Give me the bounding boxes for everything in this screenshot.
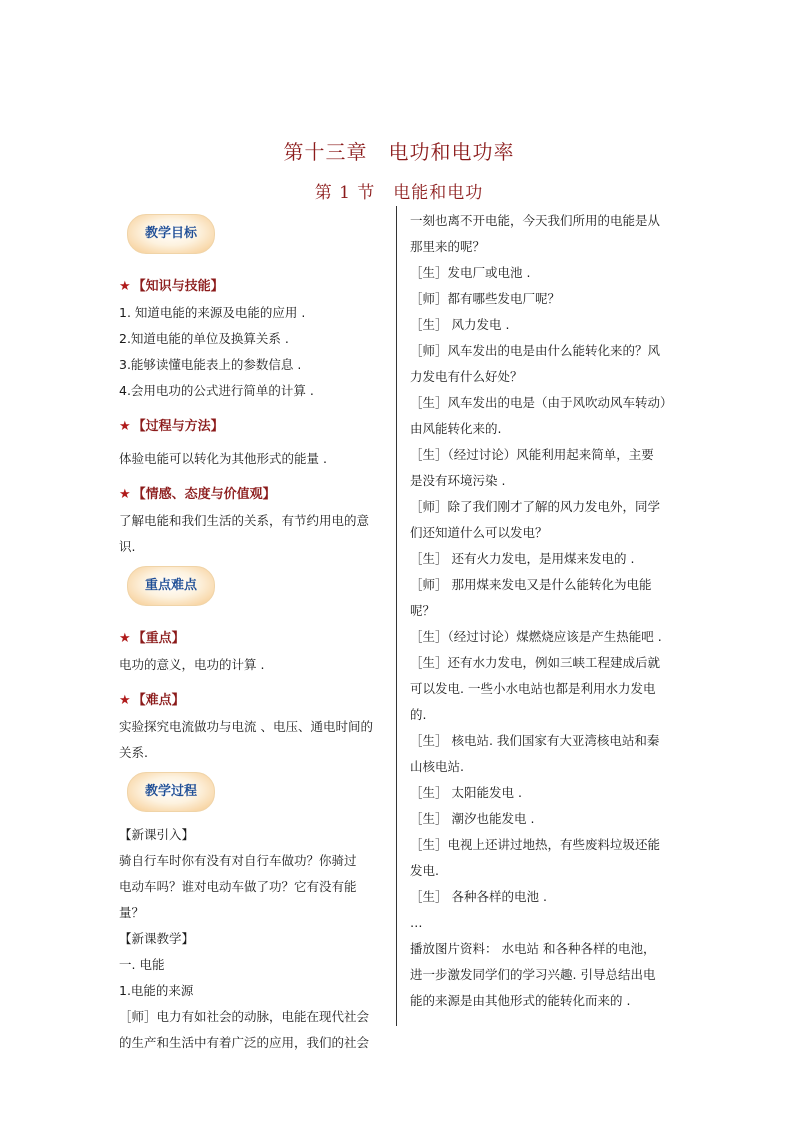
knowledge-item: 1. 知道电能的来源及电能的应用 .: [119, 305, 306, 320]
dialogue-line: 们还知道什么可以发电？: [410, 525, 548, 540]
dialogue-line: …: [410, 915, 423, 930]
difficulty-heading: ★ 【难点】: [119, 693, 185, 708]
dialogue-line: ［生］电视上还讲过地热，有些废料垃圾还能: [410, 837, 661, 852]
teacher-text-line: 的生产和生活中有着广泛的应用，我们的社会: [119, 1035, 370, 1050]
left-column: [119, 208, 387, 1056]
star-icon: ★: [119, 631, 131, 646]
teacher-text-line: ［师］电力有如社会的动脉，电能在现代社会: [119, 1009, 370, 1024]
intro-text-line: 骑自行车时你有没有对自行车做功？你骑过: [119, 853, 357, 868]
dialogue-line: ［生］ 太阳能发电 .: [410, 785, 522, 800]
star-icon: ★: [119, 487, 131, 502]
dialogue-line: ［师］都有哪些发电厂呢？: [410, 291, 561, 306]
dialogue-line: ［师］ 那用煤来发电又是什么能转化为电能: [410, 577, 652, 592]
dialogue-line: ［生］ 风力发电 .: [410, 317, 510, 332]
dialogue-line: 能的来源是由其他形式的能转化而来的 .: [410, 993, 631, 1008]
dialogue-line: ［师］风车发出的电是由什么能转化来的？风: [410, 343, 661, 358]
dialogue-line: 是没有环境污染 .: [410, 473, 506, 488]
dialogue-line: ［生］还有水力发电，例如三峡工程建成后就: [410, 655, 661, 670]
emotion-text-line: 识.: [119, 539, 136, 554]
intro-heading: 【新课引入】: [119, 827, 195, 842]
dialogue-line: ［生］（经过讨论）煤燃烧应该是产生热能吧 .: [410, 629, 662, 644]
sub-one-heading: 1.电能的来源: [119, 983, 194, 998]
emotion-text-line: 了解电能和我们生活的关系，有节约用电的意: [119, 513, 370, 528]
new-lesson-heading: 【新课教学】: [119, 931, 195, 946]
key-point-text: 电功的意义，电功的计算 .: [119, 657, 265, 672]
star-icon: ★: [119, 419, 131, 434]
dialogue-line: ［生］发电厂或电池 .: [410, 265, 531, 280]
difficulty-text-line: 实验探究电流做功与电流 、电压、通电时间的: [119, 719, 373, 734]
teaching-process-badge: 教学过程: [127, 772, 215, 812]
dialogue-line: 力发电有什么好处？: [410, 369, 523, 384]
dialogue-line: ［生］风车发出的电是（由于风吹动风车转动）: [410, 395, 673, 410]
knowledge-item: 2.知道电能的单位及换算关系 .: [119, 331, 289, 346]
dialogue-line: 进一步激发同学们的学习兴趣. 引导总结出电: [410, 967, 656, 982]
star-icon: ★: [119, 279, 131, 294]
dialogue-line: 的.: [410, 707, 427, 722]
dialogue-line: ［生］ 各种各样的电池 .: [410, 889, 547, 904]
knowledge-item: 3.能够读懂电能表上的参数信息 .: [119, 357, 302, 372]
process-method-heading: ★ 【过程与方法】: [119, 419, 224, 434]
knowledge-skills-heading: ★ 【知识与技能】: [119, 279, 224, 294]
dialogue-line: 可以发电. 一些小水电站也都是利用水力发电: [410, 681, 656, 696]
intro-text-line: 量？: [119, 905, 145, 920]
knowledge-item: 4.会用电功的公式进行简单的计算 .: [119, 383, 314, 398]
dialogue-line: ［生］ 还有火力发电，是用煤来发电的 .: [410, 551, 635, 566]
dialogue-line: ［生］ 核电站. 我们国家有大亚湾核电站和秦: [410, 733, 660, 748]
dialogue-line: 呢？: [410, 603, 436, 618]
difficulty-text-line: 关系.: [119, 745, 148, 760]
dialogue-line: 播放图片资料： 水电站 和各种各样的电池，: [410, 941, 656, 956]
dialogue-line: 发电.: [410, 863, 439, 878]
part-one-heading: 一. 电能: [119, 957, 165, 972]
key-point-heading: ★ 【重点】: [119, 631, 185, 646]
star-icon: ★: [119, 693, 131, 708]
column-divider: [396, 206, 397, 1026]
right-column: [410, 208, 678, 1014]
dialogue-line: ［师］除了我们刚才了解的风力发电外，同学: [410, 499, 661, 514]
dialogue-line: 由风能转化来的.: [410, 421, 502, 436]
teaching-goals-badge: 教学目标: [127, 214, 215, 254]
dialogue-line: 一刻也离不开电能，今天我们所用的电能是从: [410, 213, 661, 228]
dialogue-line: 那里来的呢？: [410, 239, 486, 254]
dialogue-line: 山核电站.: [410, 759, 464, 774]
dialogue-line: ［生］（经过讨论）风能利用起来简单，主要: [410, 447, 654, 462]
key-difficulty-badge: 重点难点: [127, 566, 215, 606]
dialogue-line: ［生］ 潮汐也能发电 .: [410, 811, 535, 826]
intro-text-line: 电动车吗？谁对电动车做了功？它有没有能: [119, 879, 357, 894]
chapter-title: 第十三章 电功和电功率: [283, 140, 515, 164]
emotion-heading: ★ 【情感、态度与价值观】: [119, 487, 276, 502]
section-title: 第 1 节 电能和电功: [314, 183, 484, 203]
process-text: 体验电能可以转化为其他形式的能量 .: [119, 451, 327, 466]
